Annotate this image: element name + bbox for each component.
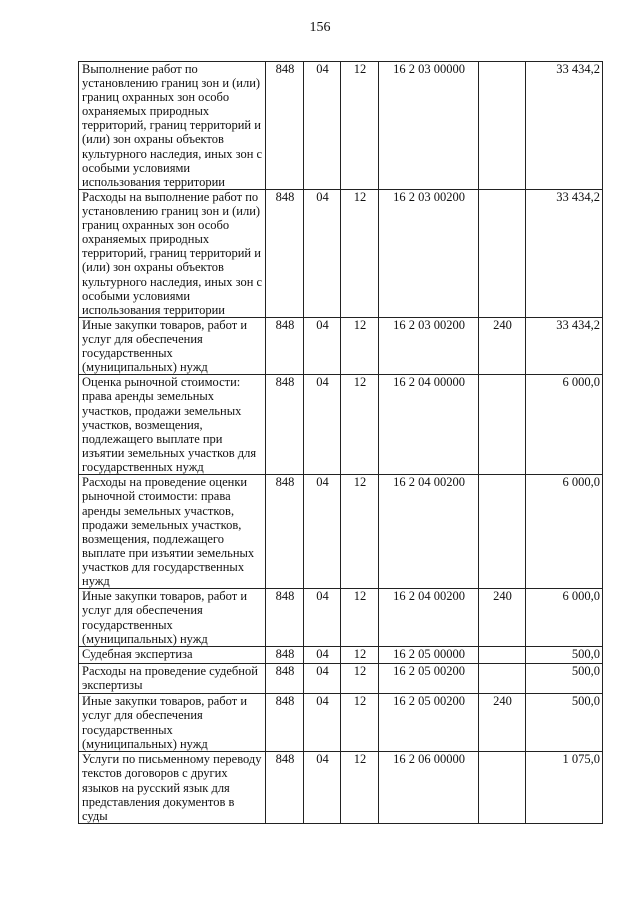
section-code: 04 [304, 694, 341, 752]
section-code: 04 [304, 647, 341, 664]
amount: 33 434,2 [526, 62, 603, 190]
subsection-code: 12 [341, 664, 379, 694]
table-row [79, 694, 603, 752]
target-article-code: 16 2 03 00000 [379, 62, 479, 190]
section-code: 04 [304, 375, 341, 475]
amount: 500,0 [526, 647, 603, 664]
expense-name: Выполнение работ по установлению границ зон и (или) границ охранных зон особо охраняемых природных территорий, границ территорий и (или) зон охраны объектов культурного наследия, иных зон с особыми условиями использования территории [79, 62, 266, 190]
table-row [79, 589, 603, 647]
amount: 500,0 [526, 694, 603, 752]
expense-name: Расходы на проведение оценки рыночной стоимости: права аренды земельных участков, продажи земельных участков, возмещения, подлежащего выплате при изъятии земельных участков для государственных нужд [79, 475, 266, 589]
table-row [79, 318, 603, 375]
ministry-code: 848 [266, 752, 304, 824]
budget-table [78, 61, 603, 824]
table-row [79, 647, 603, 664]
subsection-code: 12 [341, 62, 379, 190]
expense-name: Иные закупки товаров, работ и услуг для обеспечения государственных (муниципальных) нужд [79, 589, 266, 647]
target-article-code: 16 2 05 00200 [379, 664, 479, 694]
expense-type-code [479, 190, 526, 318]
expense-name: Расходы на выполнение работ по установлению границ зон и (или) границ охранных зон особо охраняемых природных территорий, границ территорий и (или) зон охраны объектов культурного наследия, иных зон с особыми условиями использования территории [79, 190, 266, 318]
table-row [79, 475, 603, 589]
expense-type-code [479, 664, 526, 694]
amount: 500,0 [526, 664, 603, 694]
amount: 6 000,0 [526, 475, 603, 589]
expense-name: Судебная экспертиза [79, 647, 266, 664]
expense-name: Услуги по письменному переводу текстов договоров с других языков на русский язык для представления документов в суды [79, 752, 266, 824]
ministry-code: 848 [266, 475, 304, 589]
subsection-code: 12 [341, 752, 379, 824]
amount: 33 434,2 [526, 318, 603, 375]
ministry-code: 848 [266, 589, 304, 647]
expense-name: Иные закупки товаров, работ и услуг для обеспечения государственных (муниципальных) нужд [79, 694, 266, 752]
page-number: 156 [309, 20, 331, 35]
expense-type-code [479, 375, 526, 475]
target-article-code: 16 2 03 00200 [379, 190, 479, 318]
ministry-code: 848 [266, 647, 304, 664]
ministry-code: 848 [266, 694, 304, 752]
subsection-code: 12 [341, 694, 379, 752]
amount: 6 000,0 [526, 589, 603, 647]
amount: 6 000,0 [526, 375, 603, 475]
expense-type-code: 240 [479, 589, 526, 647]
section-code: 04 [304, 475, 341, 589]
expense-type-code [479, 475, 526, 589]
table-row [79, 62, 603, 190]
expense-name: Оценка рыночной стоимости: права аренды земельных участков, продажи земельных участков, возмещения, подлежащего выплате при изъятии земельных участков для государственных нужд [79, 375, 266, 475]
subsection-code: 12 [341, 318, 379, 375]
subsection-code: 12 [341, 589, 379, 647]
ministry-code: 848 [266, 62, 304, 190]
section-code: 04 [304, 190, 341, 318]
target-article-code: 16 2 04 00200 [379, 475, 479, 589]
target-article-code: 16 2 05 00200 [379, 694, 479, 752]
expense-type-code: 240 [479, 694, 526, 752]
table-row [79, 664, 603, 694]
subsection-code: 12 [341, 475, 379, 589]
target-article-code: 16 2 04 00200 [379, 589, 479, 647]
subsection-code: 12 [341, 375, 379, 475]
expense-type-code: 240 [479, 318, 526, 375]
section-code: 04 [304, 664, 341, 694]
table-row [79, 375, 603, 475]
amount: 1 075,0 [526, 752, 603, 824]
target-article-code: 16 2 04 00000 [379, 375, 479, 475]
table-row [79, 752, 603, 824]
ministry-code: 848 [266, 190, 304, 318]
expense-type-code [479, 62, 526, 190]
amount: 33 434,2 [526, 190, 603, 318]
target-article-code: 16 2 05 00000 [379, 647, 479, 664]
section-code: 04 [304, 752, 341, 824]
expense-type-code [479, 752, 526, 824]
section-code: 04 [304, 589, 341, 647]
expense-type-code [479, 647, 526, 664]
ministry-code: 848 [266, 664, 304, 694]
target-article-code: 16 2 03 00200 [379, 318, 479, 375]
subsection-code: 12 [341, 190, 379, 318]
subsection-code: 12 [341, 647, 379, 664]
expense-name: Иные закупки товаров, работ и услуг для обеспечения государственных (муниципальных) нужд [79, 318, 266, 375]
table-row [79, 190, 603, 318]
ministry-code: 848 [266, 375, 304, 475]
target-article-code: 16 2 06 00000 [379, 752, 479, 824]
section-code: 04 [304, 62, 341, 190]
ministry-code: 848 [266, 318, 304, 375]
expense-name: Расходы на проведение судебной экспертизы [79, 664, 266, 694]
section-code: 04 [304, 318, 341, 375]
